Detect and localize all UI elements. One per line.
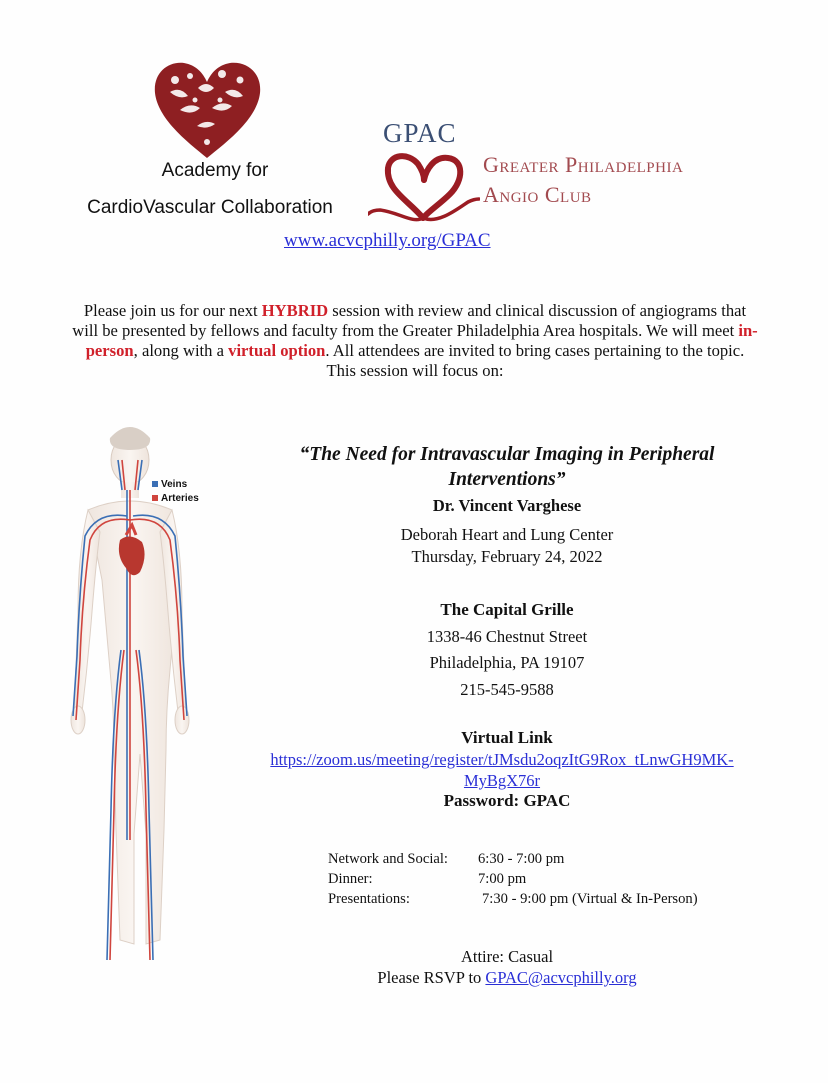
schedule-time: 7:00 pm <box>478 871 527 887</box>
session-title-line1: “The Need for Intravascular Imaging in Peripheral <box>299 444 715 465</box>
venue-address: 1338-46 Chestnut Street <box>426 627 588 646</box>
venue-city: Philadelphia, PA 19107 <box>429 653 585 672</box>
acvc-name-line1: Academy for <box>161 160 269 181</box>
virtual-password: Password: GPAC <box>443 791 571 810</box>
intro-text-3: , along with a <box>133 341 229 360</box>
legend-label-veins: Veins <box>161 479 188 490</box>
intro-text-4: . All attendees are invited to bring cases pertaining to the topic. <box>325 341 745 360</box>
zoom-registration-link[interactable] <box>222 749 782 791</box>
venue-name: The Capital Grille <box>440 600 574 619</box>
arteries-swatch <box>152 495 158 501</box>
rsvp-email-link[interactable]: GPAC@acvcphilly.org <box>485 968 637 987</box>
gpac-name-line2: Angio Club <box>483 182 592 207</box>
gpac-name-line1: Greater Philadelphia <box>483 152 684 177</box>
intro-text-2: session with review and clinical discussion of angiograms that will be presented by fellows and faculty from the Greater Philadelphia Area hospitals. We will meet <box>72 301 747 340</box>
session-date: Thursday, February 24, 2022 <box>411 547 603 566</box>
schedule-label: Presentations: <box>328 891 410 907</box>
legend-item-veins <box>152 478 199 492</box>
veins-swatch <box>152 481 158 487</box>
focus-line: This session will focus on: <box>326 361 504 380</box>
intro-text-1: Please join us for our next <box>83 301 262 320</box>
hybrid-highlight: HYBRID <box>261 301 329 320</box>
zoom-link-line1: https://zoom.us/meeting/register/tJMsdu2oqzItG9Rox_tLnwGH9MK- <box>270 750 734 769</box>
in-person-highlight: in-person <box>85 321 758 360</box>
speaker-name: Dr. Vincent Varghese <box>432 496 582 515</box>
attire-note: Attire: Casual <box>460 947 554 966</box>
schedule-time: 7:30 - 9:00 pm (Virtual & In-Person) <box>482 891 698 907</box>
illustration-legend <box>152 478 199 506</box>
legend-item-arteries <box>152 492 199 506</box>
schedule-label: Network and Social: <box>328 851 448 867</box>
zoom-link-line2: MyBgX76r <box>463 771 541 790</box>
acvc-name-line2: CardioVascular Collaboration <box>87 197 333 218</box>
intro-paragraph <box>70 301 760 381</box>
virtual-option-highlight: virtual option <box>228 341 326 360</box>
rsvp-line <box>262 968 752 988</box>
schedule-label: Dinner: <box>328 871 373 887</box>
website-link[interactable]: www.acvcphilly.org/GPAC <box>284 230 491 251</box>
session-title-line2: Interventions” <box>448 469 566 490</box>
session-title <box>262 442 752 492</box>
speaker-institution: Deborah Heart and Lung Center <box>400 525 614 544</box>
venue-phone: 215-545-9588 <box>460 680 554 699</box>
acvc-heart-logo-icon <box>150 58 265 162</box>
gpac-acronym: GPAC <box>383 118 457 148</box>
gpac-heart-swirl-icon <box>368 150 480 225</box>
virtual-link-heading: Virtual Link <box>461 728 553 747</box>
schedule-time: 6:30 - 7:00 pm <box>478 851 565 867</box>
rsvp-prefix: Please RSVP to <box>377 968 486 987</box>
legend-label-arteries: Arteries <box>161 493 199 504</box>
